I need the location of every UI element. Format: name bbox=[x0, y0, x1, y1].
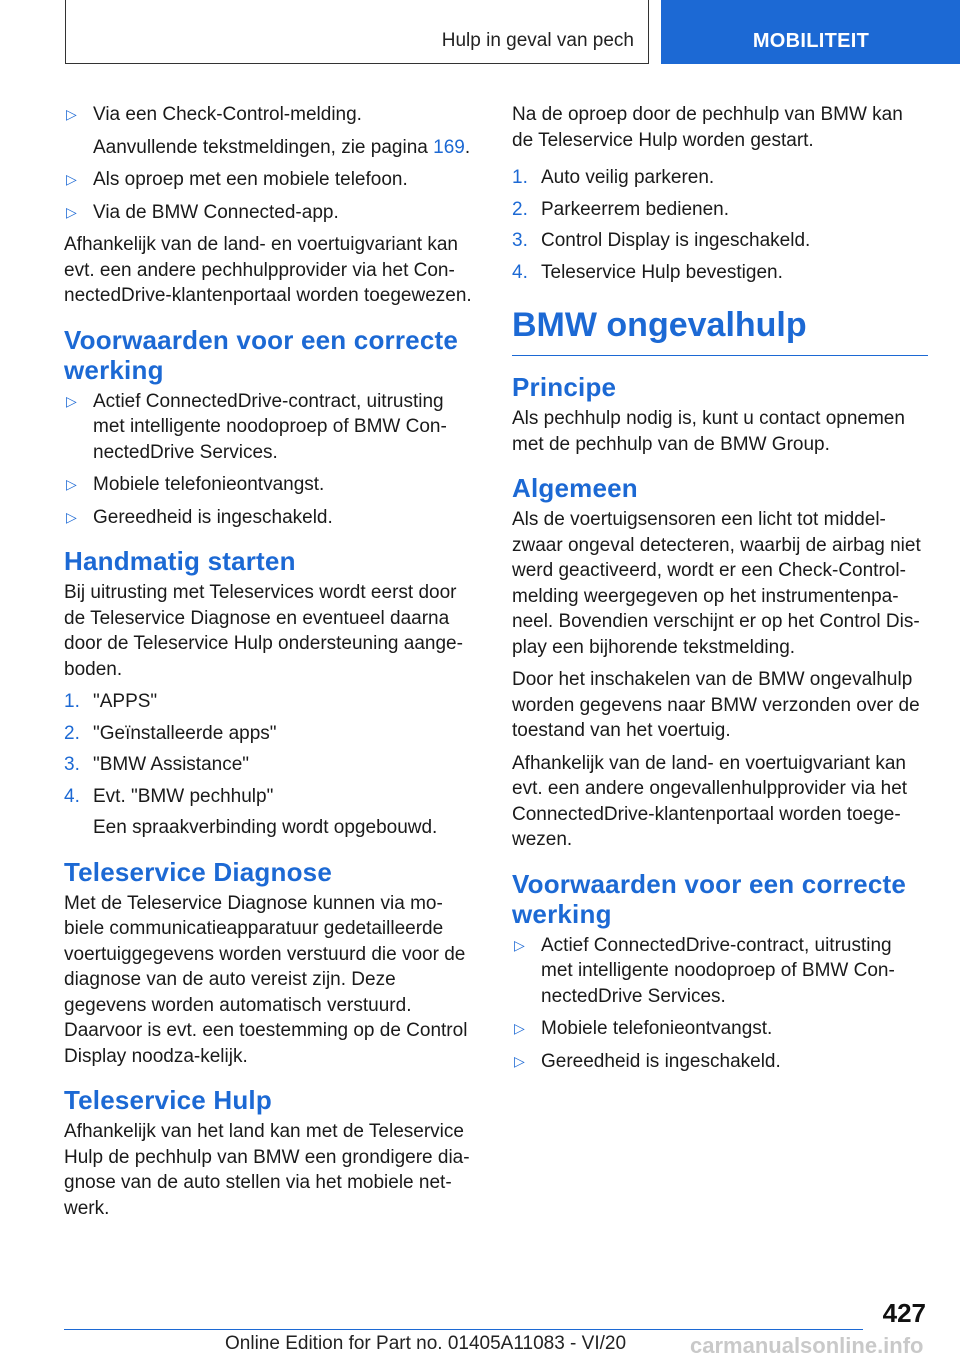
bullet-text: Gereedheid is ingeschakeld. bbox=[93, 506, 333, 528]
triangle-bullet-icon: ▷ bbox=[514, 1052, 525, 1069]
triangle-bullet-icon: ▷ bbox=[66, 203, 77, 220]
step-number: 3. bbox=[512, 230, 528, 251]
list-item bbox=[512, 1049, 928, 1075]
numbered-step bbox=[512, 228, 928, 254]
page-reference-link[interactable]: 169 bbox=[433, 136, 465, 158]
numbered-step bbox=[64, 752, 480, 778]
bullet-text: Mobiele telefonieontvangst. bbox=[541, 1018, 773, 1039]
list-item bbox=[64, 389, 480, 466]
step-text: "BMW Assistance" bbox=[93, 754, 250, 775]
numbered-step bbox=[64, 689, 480, 715]
step-number: 4. bbox=[512, 261, 528, 283]
step-text: Parkeerrem bedienen. bbox=[541, 198, 729, 220]
page-number: 427 bbox=[882, 1298, 926, 1328]
paragraph: Als pechhulp nodig is, kunt u contact opnemen met de pechhulp van de BMW Group. bbox=[512, 408, 905, 455]
list-item bbox=[512, 933, 928, 1010]
numbered-step bbox=[512, 165, 928, 191]
step-text: Teleservice Hulp bevestigen. bbox=[541, 261, 783, 283]
step-number: 4. bbox=[64, 785, 80, 807]
triangle-bullet-icon: ▷ bbox=[66, 508, 77, 525]
step-text: Evt. "BMW pechhulp" bbox=[93, 785, 274, 807]
list-item bbox=[64, 167, 480, 193]
step-text: Auto veilig parkeren. bbox=[541, 167, 715, 188]
right-column bbox=[512, 102, 928, 1081]
list-item bbox=[64, 472, 480, 498]
triangle-bullet-icon: ▷ bbox=[514, 1020, 525, 1036]
paragraph: Als de voertuigsensoren een licht tot middel-zwaar ongeval detecteren, waarbij de airbag niet werd geactiveerd, wordt er een Check-Control-melding weergegeven op het instrumentenpa-neel. Bovendien verschijnt er op het Control Dis-play een bijhorende tekstmelding. bbox=[512, 509, 921, 658]
section-heading: Voorwaarden voor een correcte werking bbox=[512, 868, 907, 929]
section-heading: Teleservice Diagnose bbox=[64, 856, 332, 887]
step-text: "Geïnstalleerde apps" bbox=[93, 722, 277, 744]
step-text: "APPS" bbox=[93, 691, 158, 712]
step-text: Control Display is ingeschakeld. bbox=[541, 230, 811, 251]
bullet-text: Mobiele telefonieontvangst. bbox=[93, 474, 325, 495]
paragraph: Afhankelijk van de land- en voertuigvariant kan evt. een andere ongevallenhulpprovider via het ConnectedDrive-klantenportaal worden toege-wezen. bbox=[512, 752, 908, 850]
section-heading: Principe bbox=[512, 372, 617, 402]
step-subtext: Een spraakverbinding wordt opgebouwd. bbox=[93, 817, 438, 838]
bullet-text: Via de BMW Connected-app. bbox=[93, 201, 339, 223]
list-item bbox=[64, 505, 480, 531]
paragraph: Afhankelijk van het land kan met de Teleservice Hulp de pechhulp van BMW een grondigere dia-gnose van de auto stellen via het mobiele net-werk. bbox=[64, 1121, 470, 1219]
numbered-step bbox=[64, 721, 480, 747]
paragraph: Door het inschakelen van de BMW ongevalhulp worden gegevens naar BMW verzonden over de toestand van het voertuig. bbox=[512, 669, 920, 741]
triangle-bullet-icon: ▷ bbox=[514, 936, 525, 953]
numbered-step bbox=[64, 784, 480, 810]
chapter-heading: BMW ongevalhulp bbox=[512, 305, 928, 356]
section-heading: Algemeen bbox=[512, 473, 638, 503]
step-number: 1. bbox=[64, 691, 80, 712]
section-heading: Teleservice Hulp bbox=[64, 1085, 272, 1115]
bullet-text: Via een Check-Control-melding. bbox=[93, 104, 362, 125]
bullet-text: Actief ConnectedDrive-contract, uitrusting met intelligente noodoproep of BMW Con-nectedDrive Services. bbox=[93, 390, 447, 463]
step-number: 3. bbox=[64, 754, 80, 775]
bullet-text: Actief ConnectedDrive-contract, uitrusting met intelligente noodoproep of BMW Con-nectedDrive Services. bbox=[541, 934, 895, 1007]
numbered-step bbox=[512, 260, 928, 286]
bullet-text: Als oproep met een mobiele telefoon. bbox=[93, 169, 408, 190]
section-heading: Handmatig starten bbox=[64, 546, 296, 576]
step-number: 2. bbox=[64, 722, 80, 744]
triangle-bullet-icon: ▷ bbox=[66, 171, 77, 187]
section-heading: Voorwaarden voor een correcte werking bbox=[64, 324, 459, 385]
numbered-step bbox=[512, 197, 928, 223]
paragraph: Bij uitrusting met Teleservices wordt eerst door de Teleservice Diagnose en eventueel daarna door de Teleservice Hulp ondersteuning aange-boden. bbox=[64, 582, 463, 680]
header-chapter-tab bbox=[661, 0, 960, 64]
step-number: 2. bbox=[512, 198, 528, 220]
paragraph: Na de oproep door de pechhulp van BMW kan de Teleservice Hulp worden gestart. bbox=[512, 104, 903, 151]
list-item bbox=[64, 102, 480, 128]
list-item bbox=[64, 200, 480, 226]
bullet-text: Gereedheid is ingeschakeld. bbox=[541, 1050, 781, 1072]
triangle-bullet-icon: ▷ bbox=[66, 106, 77, 122]
triangle-bullet-icon: ▷ bbox=[66, 476, 77, 492]
triangle-bullet-icon: ▷ bbox=[66, 392, 77, 409]
bullet-subtext: Aanvullende tekstmeldingen, zie pagina 169. bbox=[93, 136, 471, 158]
left-column bbox=[64, 102, 480, 1228]
header-section-title: Hulp in geval van pech bbox=[441, 30, 634, 51]
step-number: 1. bbox=[512, 167, 528, 188]
header-section-box bbox=[65, 0, 649, 64]
paragraph: Met de Teleservice Diagnose kunnen via mo-biele communicatieapparatuur gedetailleerde voertuiggegevens worden verstuurd die voor de diagnose van de auto vereist zijn. Deze gegevens worden automatisch verstuurd. Daarvoor is evt. een toestemming op de Control Display noodza-kelijk. bbox=[64, 892, 468, 1067]
footer-divider bbox=[64, 1329, 863, 1330]
footer-edition: Online Edition for Part no. 01405A11083 - VI/20 bbox=[225, 1333, 627, 1354]
paragraph: Afhankelijk van de land- en voertuigvariant kan evt. een andere pechhulpprovider via het Con-nectedDrive-klantenportaal worden toegewezen. bbox=[64, 234, 472, 306]
header-chapter-label: MOBILITEIT bbox=[752, 30, 870, 52]
watermark: carmanualsonline.info bbox=[690, 1333, 924, 1358]
list-item bbox=[512, 1016, 928, 1042]
